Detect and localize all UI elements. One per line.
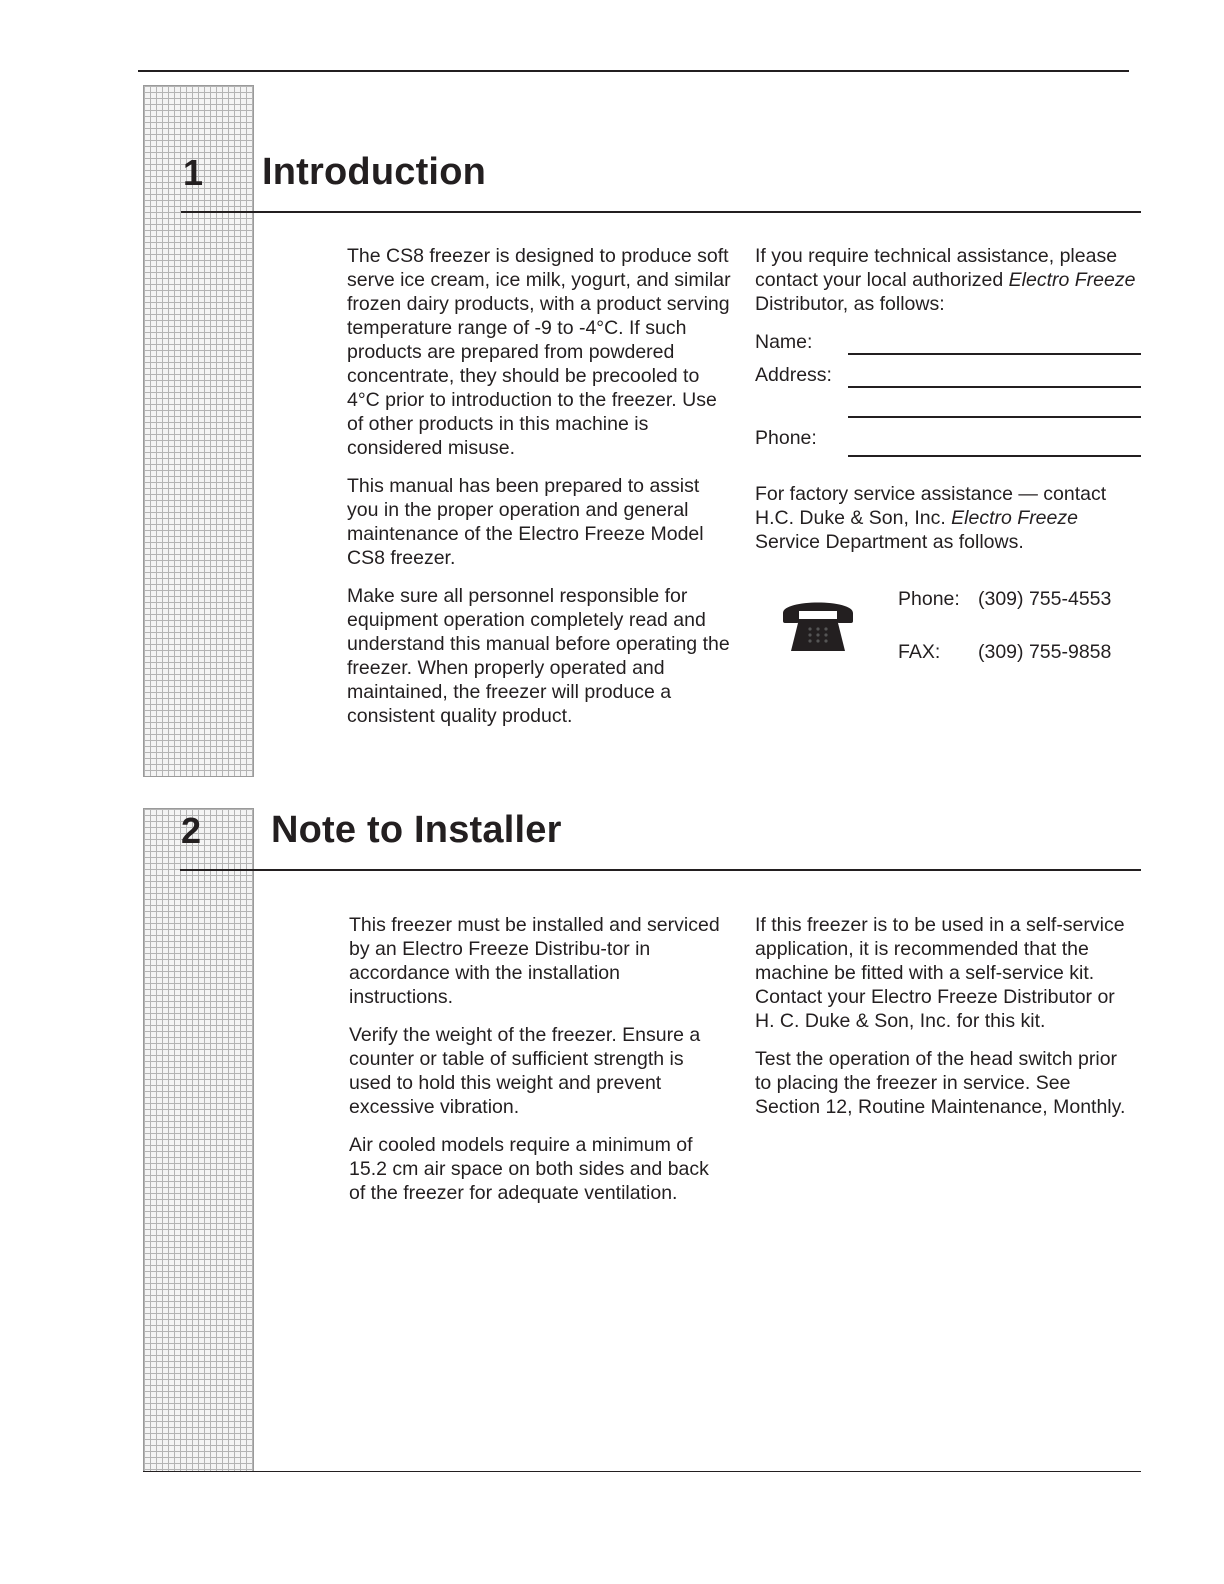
section-2-grid-margin [143, 808, 254, 1472]
contact-phone-label: Phone: [898, 588, 960, 610]
section-1-title-rule [181, 211, 1141, 213]
section-1-number: 1 [183, 152, 204, 193]
installer-right-column [755, 913, 1133, 1119]
installer-left-column [349, 913, 724, 1205]
installer-paragraph-3: Air cooled models require a minimum of 15.2 cm air space on both sides and back of the freezer for adequate ventilation. [349, 1134, 709, 1204]
phone-fill-line[interactable] [848, 455, 1141, 457]
factory-service-suffix: Service Department as follows. [755, 531, 1024, 553]
address-fill-line-2[interactable] [848, 416, 1141, 418]
address-fill-line-1[interactable] [848, 386, 1141, 388]
intro-left-column [347, 244, 735, 728]
section-1-title: Introduction [262, 151, 487, 193]
brand-name: Electro Freeze [1008, 269, 1136, 291]
phone-form-label: Phone: [755, 427, 817, 449]
intro-paragraph-2: This manual has been prepared to assist you in the proper operation and general maintenance of the Electro Freeze Model CS8 freezer. [347, 475, 704, 569]
section-2-title-rule [180, 869, 1141, 871]
contact-fax-label: FAX: [898, 641, 941, 663]
name-fill-line[interactable] [848, 353, 1141, 355]
factory-brand-name: Electro Freeze [951, 507, 1078, 529]
installer-paragraph-5: Test the operation of the head switch prior to placing the freezer in service. See Section 12, Routine Maintenance, Monthly. [755, 1048, 1126, 1118]
assistance-suffix-text: Distributor, as follows: [755, 293, 945, 315]
intro-paragraph-3: Make sure all personnel responsible for equipment operation completely read and understand this manual before operating the freezer. When properly operated and maintained, the freezer will produce a consistent quality product. [347, 585, 730, 727]
installer-paragraph-4: If this freezer is to be used in a self-service application, it is recommended that the machine be fitted with a self-service kit. Contact your Electro Freeze Distributor or H. C. Duke & Son, Inc. for this kit. [755, 914, 1125, 1032]
assistance-intro-text: If you require technical assistance, please contact your local authorized [755, 245, 1118, 291]
section-2-title: Note to Installer [271, 809, 562, 851]
telephone-icon [779, 593, 857, 655]
page-bottom-rule [143, 1471, 1141, 1472]
installer-paragraph-2: Verify the weight of the freezer. Ensure a counter or table of sufficient strength is used to hold this weight and prevent excessive vibration. [349, 1024, 701, 1118]
factory-service-prefix: For factory service assistance — contact H.C. Duke & Son, Inc. [755, 483, 1107, 529]
address-label: Address: [755, 364, 832, 386]
contact-fax-number: (309) 755-9858 [978, 641, 1112, 663]
section-2-number: 2 [181, 810, 202, 851]
installer-paragraph-1: This freezer must be installed and serviced by an Electro Freeze Distribu-tor in accordance with the installation instructions. [349, 914, 720, 1008]
name-label: Name: [755, 331, 813, 353]
intro-paragraph-1: The CS8 freezer is designed to produce soft serve ice cream, ice milk, yogurt, and similar frozen dairy products, with a product serving temperature range of -9 to -4°C. If such products are prepared from powdered concentrate, they should be precooled to 4°C prior to introduction to the freezer. Use of other products in this machine is considered misuse. [347, 245, 731, 459]
factory-service-paragraph [755, 482, 1147, 554]
contact-phone-number[interactable]: (309) 755-4553 [978, 588, 1112, 610]
assistance-paragraph [755, 244, 1147, 316]
page-top-rule [138, 70, 1129, 72]
